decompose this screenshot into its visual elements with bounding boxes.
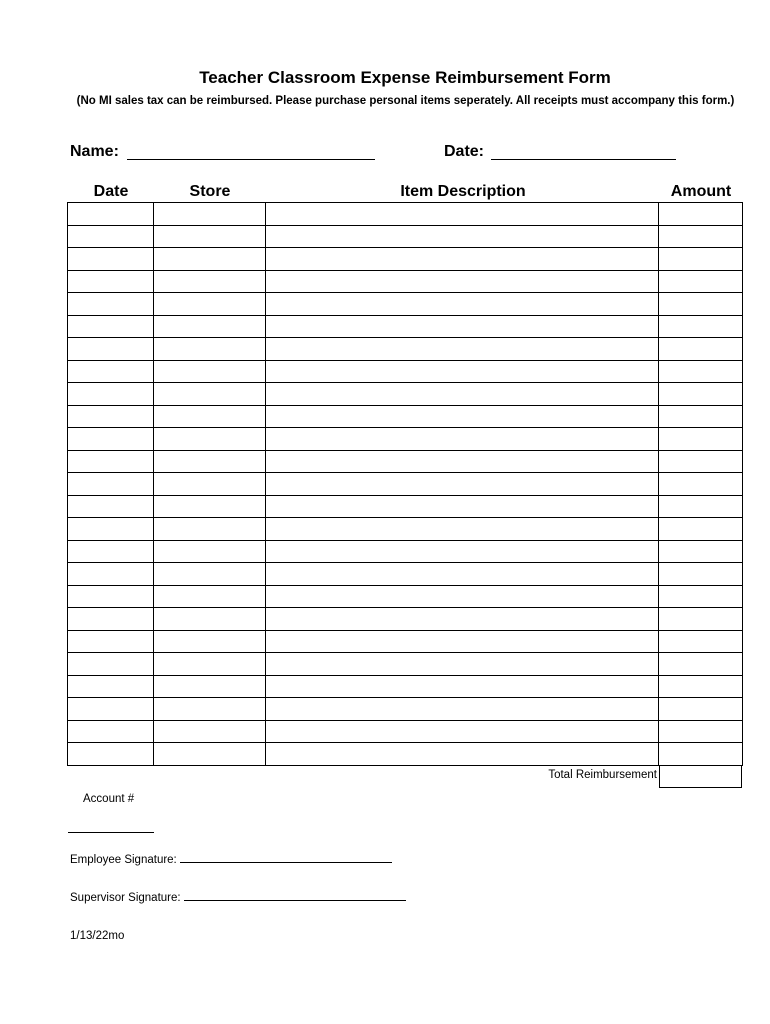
store-cell[interactable] <box>153 203 265 226</box>
item-description-cell[interactable] <box>265 495 658 518</box>
amount-cell[interactable] <box>659 653 743 676</box>
table-row <box>68 338 743 361</box>
item-description-cell[interactable] <box>265 270 658 293</box>
amount-cell[interactable] <box>659 428 743 451</box>
amount-cell[interactable] <box>659 270 743 293</box>
item-description-cell[interactable] <box>265 248 658 271</box>
amount-cell[interactable] <box>659 293 743 316</box>
item-description-cell[interactable] <box>265 360 658 383</box>
store-cell[interactable] <box>153 270 265 293</box>
amount-cell[interactable] <box>659 338 743 361</box>
table-row <box>68 450 743 473</box>
date-cell[interactable] <box>68 360 154 383</box>
item-description-cell[interactable] <box>265 653 658 676</box>
employee-signature-row <box>70 854 392 866</box>
table-row <box>68 428 743 451</box>
total-reimbursement-box[interactable] <box>659 765 742 788</box>
date-cell[interactable] <box>68 563 154 586</box>
store-cell[interactable] <box>153 518 265 541</box>
store-cell[interactable] <box>153 360 265 383</box>
table-row <box>68 675 743 698</box>
amount-cell[interactable] <box>659 698 743 721</box>
amount-cell[interactable] <box>659 540 743 563</box>
item-description-cell[interactable] <box>265 225 658 248</box>
date-cell[interactable] <box>68 338 154 361</box>
store-cell[interactable] <box>153 225 265 248</box>
store-cell[interactable] <box>153 473 265 496</box>
store-cell[interactable] <box>153 585 265 608</box>
date-cell[interactable] <box>68 630 154 653</box>
date-cell[interactable] <box>68 270 154 293</box>
date-cell[interactable] <box>68 248 154 271</box>
store-cell[interactable] <box>153 698 265 721</box>
amount-cell[interactable] <box>659 360 743 383</box>
store-cell[interactable] <box>153 743 265 766</box>
item-description-cell[interactable] <box>265 518 658 541</box>
expense-rows <box>68 203 743 766</box>
item-description-cell[interactable] <box>265 315 658 338</box>
supervisor-signature-label: Supervisor Signature: <box>70 892 181 904</box>
date-field-line[interactable] <box>491 159 676 160</box>
form-subtitle: (No MI sales tax can be reimbursed. Please purchase personal items seperately. All receipts must accompany this form.) <box>76 95 735 107</box>
store-cell[interactable] <box>153 675 265 698</box>
expense-table <box>67 202 743 766</box>
name-field-line[interactable] <box>127 159 375 160</box>
date-cell[interactable] <box>68 495 154 518</box>
date-cell[interactable] <box>68 720 154 743</box>
table-row <box>68 405 743 428</box>
store-cell[interactable] <box>153 495 265 518</box>
date-cell[interactable] <box>68 698 154 721</box>
amount-cell[interactable] <box>659 203 743 226</box>
amount-cell[interactable] <box>659 518 743 541</box>
form-code: 1/13/22mo <box>70 930 125 942</box>
item-description-cell[interactable] <box>265 428 658 451</box>
amount-cell[interactable] <box>659 450 743 473</box>
amount-cell[interactable] <box>659 405 743 428</box>
item-description-cell[interactable] <box>265 203 658 226</box>
amount-cell[interactable] <box>659 315 743 338</box>
table-row <box>68 743 743 766</box>
date-cell[interactable] <box>68 315 154 338</box>
table-row <box>68 248 743 271</box>
date-cell[interactable] <box>68 675 154 698</box>
item-description-cell[interactable] <box>265 698 658 721</box>
amount-cell[interactable] <box>659 608 743 631</box>
amount-cell[interactable] <box>659 743 743 766</box>
item-description-cell[interactable] <box>265 450 658 473</box>
table-row <box>68 540 743 563</box>
date-cell[interactable] <box>68 518 154 541</box>
amount-cell[interactable] <box>659 563 743 586</box>
table-row <box>68 585 743 608</box>
total-reimbursement-label: Total Reimbursement <box>548 769 657 781</box>
store-cell[interactable] <box>153 293 265 316</box>
store-cell[interactable] <box>153 428 265 451</box>
table-row <box>68 225 743 248</box>
employee-signature-label: Employee Signature: <box>70 854 177 866</box>
column-header-store: Store <box>189 183 231 200</box>
supervisor-signature-row <box>70 892 406 904</box>
supervisor-signature-line[interactable] <box>184 900 406 901</box>
item-description-cell[interactable] <box>265 585 658 608</box>
amount-cell[interactable] <box>659 225 743 248</box>
table-row <box>68 270 743 293</box>
item-description-cell[interactable] <box>265 630 658 653</box>
column-header-item-description: Item Description <box>400 183 526 200</box>
store-cell[interactable] <box>153 608 265 631</box>
table-row <box>68 630 743 653</box>
item-description-cell[interactable] <box>265 675 658 698</box>
table-row <box>68 293 743 316</box>
date-cell[interactable] <box>68 540 154 563</box>
item-description-cell[interactable] <box>265 743 658 766</box>
store-cell[interactable] <box>153 383 265 406</box>
date-cell[interactable] <box>68 585 154 608</box>
column-header-date: Date <box>93 183 129 200</box>
item-description-cell[interactable] <box>265 293 658 316</box>
store-cell[interactable] <box>153 338 265 361</box>
store-cell[interactable] <box>153 540 265 563</box>
item-description-cell[interactable] <box>265 405 658 428</box>
table-row <box>68 563 743 586</box>
store-cell[interactable] <box>153 315 265 338</box>
amount-cell[interactable] <box>659 383 743 406</box>
table-row <box>68 608 743 631</box>
table-row <box>68 518 743 541</box>
item-description-cell[interactable] <box>265 338 658 361</box>
store-cell[interactable] <box>153 630 265 653</box>
date-cell[interactable] <box>68 473 154 496</box>
table-row <box>68 360 743 383</box>
date-label: Date: <box>444 143 485 160</box>
column-header-amount: Amount <box>670 183 732 200</box>
store-cell[interactable] <box>153 450 265 473</box>
item-description-cell[interactable] <box>265 383 658 406</box>
date-cell[interactable] <box>68 383 154 406</box>
amount-cell[interactable] <box>659 720 743 743</box>
account-field-line[interactable] <box>68 832 154 833</box>
amount-cell[interactable] <box>659 495 743 518</box>
amount-cell[interactable] <box>659 473 743 496</box>
store-cell[interactable] <box>153 248 265 271</box>
item-description-cell[interactable] <box>265 608 658 631</box>
date-cell[interactable] <box>68 743 154 766</box>
table-row <box>68 495 743 518</box>
store-cell[interactable] <box>153 405 265 428</box>
employee-signature-line[interactable] <box>180 862 392 863</box>
amount-cell[interactable] <box>659 585 743 608</box>
item-description-cell[interactable] <box>265 473 658 496</box>
date-cell[interactable] <box>68 203 154 226</box>
item-description-cell[interactable] <box>265 720 658 743</box>
item-description-cell[interactable] <box>265 540 658 563</box>
amount-cell[interactable] <box>659 248 743 271</box>
table-row <box>68 315 743 338</box>
amount-cell[interactable] <box>659 675 743 698</box>
date-cell[interactable] <box>68 293 154 316</box>
table-row <box>68 383 743 406</box>
item-description-cell[interactable] <box>265 563 658 586</box>
form-title: Teacher Classroom Expense Reimbursement Form <box>199 68 611 87</box>
date-cell[interactable] <box>68 428 154 451</box>
account-label: Account # <box>83 793 135 805</box>
store-cell[interactable] <box>153 563 265 586</box>
name-label: Name: <box>70 143 119 160</box>
date-cell[interactable] <box>68 653 154 676</box>
date-cell[interactable] <box>68 225 154 248</box>
date-cell[interactable] <box>68 450 154 473</box>
table-row <box>68 203 743 226</box>
store-cell[interactable] <box>153 720 265 743</box>
table-row <box>68 698 743 721</box>
table-row <box>68 653 743 676</box>
table-row <box>68 720 743 743</box>
date-cell[interactable] <box>68 608 154 631</box>
amount-cell[interactable] <box>659 630 743 653</box>
date-cell[interactable] <box>68 405 154 428</box>
table-row <box>68 473 743 496</box>
store-cell[interactable] <box>153 653 265 676</box>
